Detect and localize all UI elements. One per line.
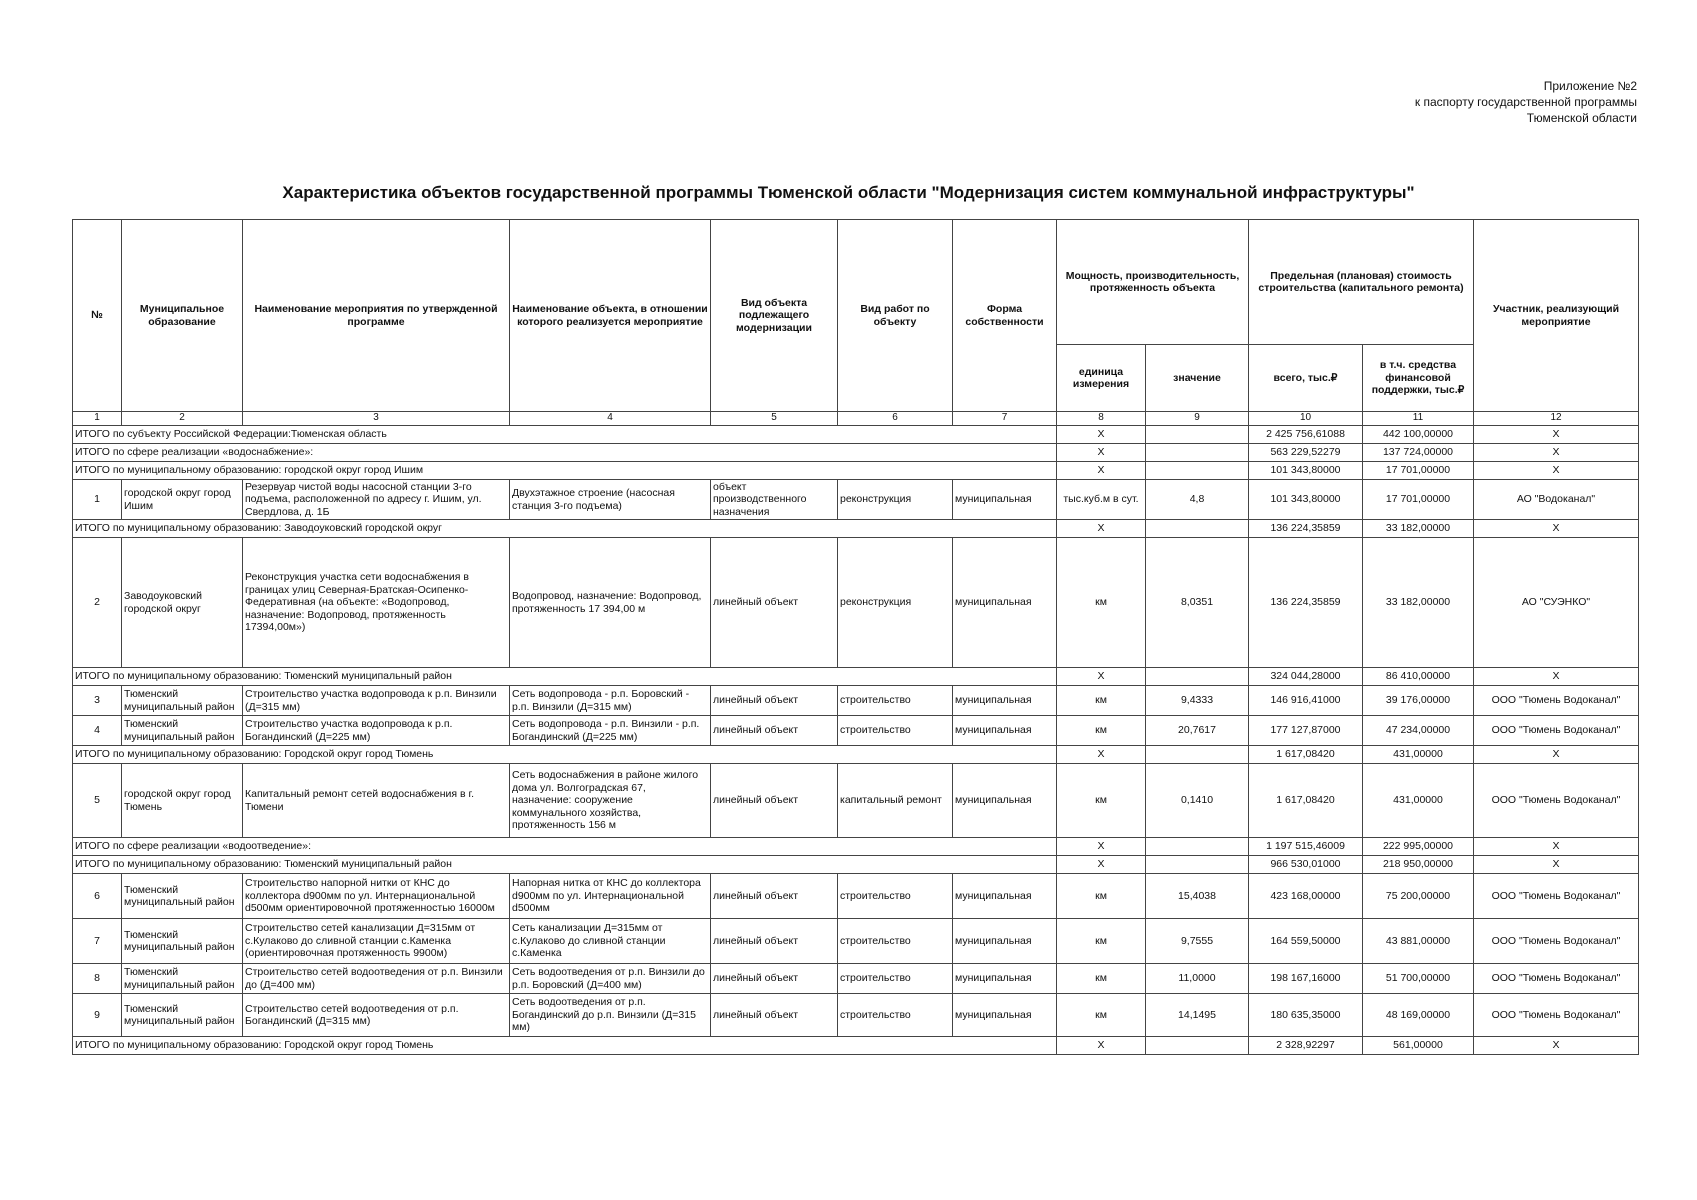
unit-cell: км — [1057, 764, 1146, 838]
object-cell: Сеть водопровода - р.п. Боровский - р.п. Винзили (Д=315 мм) — [510, 686, 711, 716]
cost-total-cell: 1 617,08420 — [1249, 764, 1363, 838]
column-number: 9 — [1146, 412, 1249, 426]
cost-support-cell: 218 950,00000 — [1363, 856, 1474, 874]
ownership-cell: муниципальная — [953, 716, 1057, 746]
municipality-cell: Тюменский муниципальный район — [122, 874, 243, 919]
cost-support-cell: 561,00000 — [1363, 1037, 1474, 1055]
work-type-cell: реконструкция — [838, 480, 953, 520]
unit-cell: км — [1057, 919, 1146, 964]
row-number-cell: 5 — [73, 764, 122, 838]
object-type-cell: линейный объект — [711, 874, 838, 919]
measure-cell: Строительство участка водопровода к р.п. Винзили (Д=315 мм) — [243, 686, 510, 716]
participant-cell: Х — [1474, 444, 1639, 462]
value-cell — [1146, 444, 1249, 462]
column-number-row — [73, 412, 1639, 426]
participant-cell: ООО "Тюмень Водоканал" — [1474, 716, 1639, 746]
total-row — [73, 462, 1639, 480]
municipality-cell: Тюменский муниципальный район — [122, 964, 243, 994]
appendix-note — [1415, 78, 1637, 126]
measure-cell: Строительство участка водопровода к р.п. Богандинский (Д=225 мм) — [243, 716, 510, 746]
participant-cell: ООО "Тюмень Водоканал" — [1474, 919, 1639, 964]
municipality-cell: Тюменский муниципальный район — [122, 919, 243, 964]
ownership-cell: муниципальная — [953, 480, 1057, 520]
measure-cell: Строительство сетей водоотведения от р.п. Винзили до (Д=400 мм) — [243, 964, 510, 994]
cost-total-cell: 2 425 756,61088 — [1249, 426, 1363, 444]
unit-cell: км — [1057, 538, 1146, 668]
value-cell — [1146, 856, 1249, 874]
total-label: ИТОГО по субъекту Российской Федерации:Тюменская область — [73, 426, 1057, 444]
cost-support-cell: 137 724,00000 — [1363, 444, 1474, 462]
row-number-cell: 2 — [73, 538, 122, 668]
column-number: 2 — [122, 412, 243, 426]
column-number: 7 — [953, 412, 1057, 426]
value-cell — [1146, 520, 1249, 538]
row-number-cell: 9 — [73, 994, 122, 1037]
value-cell: 9,7555 — [1146, 919, 1249, 964]
value-cell: 8,0351 — [1146, 538, 1249, 668]
ownership-cell: муниципальная — [953, 874, 1057, 919]
header-capacity: Мощность, производительность, протяженность объекта — [1057, 220, 1249, 345]
work-type-cell: капитальный ремонт — [838, 764, 953, 838]
work-type-cell: строительство — [838, 716, 953, 746]
work-type-cell: строительство — [838, 686, 953, 716]
header-ownership: Форма собственности — [953, 220, 1057, 412]
row-number-cell: 8 — [73, 964, 122, 994]
object-type-cell: линейный объект — [711, 994, 838, 1037]
total-label: ИТОГО по муниципальному образованию: Городской округ город Тюмень — [73, 1037, 1057, 1055]
total-row — [73, 1037, 1639, 1055]
object-type-cell: линейный объект — [711, 919, 838, 964]
total-label: ИТОГО по муниципальному образованию: городской округ город Ишим — [73, 462, 1057, 480]
cost-total-cell: 966 530,01000 — [1249, 856, 1363, 874]
cost-support-cell: 442 100,00000 — [1363, 426, 1474, 444]
cost-total-cell: 177 127,87000 — [1249, 716, 1363, 746]
object-type-cell: линейный объект — [711, 716, 838, 746]
unit-cell: тыс.куб.м в сут. — [1057, 480, 1146, 520]
object-type-cell: линейный объект — [711, 964, 838, 994]
object-row — [73, 919, 1639, 964]
total-row — [73, 746, 1639, 764]
ownership-cell: муниципальная — [953, 919, 1057, 964]
total-label: ИТОГО по муниципальному образованию: Тюменский муниципальный район — [73, 668, 1057, 686]
header-object: Наименование объекта, в отношении которого реализуется мероприятие — [510, 220, 711, 412]
cost-support-cell: 17 701,00000 — [1363, 480, 1474, 520]
object-row — [73, 480, 1639, 520]
cost-total-cell: 180 635,35000 — [1249, 994, 1363, 1037]
appendix-line-3: Тюменской области — [1526, 111, 1637, 125]
ownership-cell: муниципальная — [953, 538, 1057, 668]
unit-cell: Х — [1057, 444, 1146, 462]
cost-total-cell: 1 197 515,46009 — [1249, 838, 1363, 856]
cost-total-cell: 101 343,80000 — [1249, 462, 1363, 480]
participant-cell: Х — [1474, 1037, 1639, 1055]
header-unit: единица измерения — [1057, 345, 1146, 412]
unit-cell: км — [1057, 686, 1146, 716]
object-cell: Двухэтажное строение (насосная станция 3-го подъема) — [510, 480, 711, 520]
unit-cell: Х — [1057, 520, 1146, 538]
participant-cell: Х — [1474, 426, 1639, 444]
object-row — [73, 538, 1639, 668]
column-number: 11 — [1363, 412, 1474, 426]
total-row — [73, 426, 1639, 444]
ownership-cell: муниципальная — [953, 764, 1057, 838]
unit-cell: Х — [1057, 1037, 1146, 1055]
cost-total-cell: 136 224,35859 — [1249, 520, 1363, 538]
cost-total-cell: 2 328,92297 — [1249, 1037, 1363, 1055]
cost-support-cell: 17 701,00000 — [1363, 462, 1474, 480]
object-row — [73, 686, 1639, 716]
value-cell: 4,8 — [1146, 480, 1249, 520]
value-cell — [1146, 1037, 1249, 1055]
total-row — [73, 838, 1639, 856]
unit-cell: км — [1057, 874, 1146, 919]
cost-total-cell: 324 044,28000 — [1249, 668, 1363, 686]
row-number-cell: 4 — [73, 716, 122, 746]
header-cost-total: всего, тыс.₽ — [1249, 345, 1363, 412]
column-number: 8 — [1057, 412, 1146, 426]
unit-cell: Х — [1057, 838, 1146, 856]
header-municipality: Муниципальное образование — [122, 220, 243, 412]
column-number: 10 — [1249, 412, 1363, 426]
header-num: № — [73, 220, 122, 412]
header-row-1 — [73, 220, 1639, 345]
column-number: 5 — [711, 412, 838, 426]
object-type-cell: линейный объект — [711, 764, 838, 838]
header-work-type: Вид работ по объекту — [838, 220, 953, 412]
object-type-cell: объект производственного назначения — [711, 480, 838, 520]
work-type-cell: строительство — [838, 994, 953, 1037]
cost-support-cell: 75 200,00000 — [1363, 874, 1474, 919]
value-cell: 15,4038 — [1146, 874, 1249, 919]
object-cell: Напорная нитка от КНС до коллектора d900мм по ул. Интернациональной d500мм — [510, 874, 711, 919]
municipality-cell: городской округ город Тюмень — [122, 764, 243, 838]
column-number: 3 — [243, 412, 510, 426]
participant-cell: Х — [1474, 856, 1639, 874]
value-cell — [1146, 426, 1249, 444]
unit-cell: Х — [1057, 856, 1146, 874]
appendix-line-1: Приложение №2 — [1543, 79, 1637, 93]
measure-cell: Резервуар чистой воды насосной станции 3-го подъема, расположенной по адресу г. Ишим, ул. Свердлова, д. 1Б — [243, 480, 510, 520]
participant-cell: ООО "Тюмень Водоканал" — [1474, 994, 1639, 1037]
cost-support-cell: 47 234,00000 — [1363, 716, 1474, 746]
header-cost: Предельная (плановая) стоимость строительства (капитального ремонта) — [1249, 220, 1474, 345]
header-cost-support: в т.ч. средства финансовой поддержки, тыс.₽ — [1363, 345, 1474, 412]
total-label: ИТОГО по сфере реализации «водоснабжение»: — [73, 444, 1057, 462]
cost-total-cell: 423 168,00000 — [1249, 874, 1363, 919]
municipality-cell: Тюменский муниципальный район — [122, 994, 243, 1037]
total-label: ИТОГО по муниципальному образованию: Тюменский муниципальный район — [73, 856, 1057, 874]
cost-support-cell: 86 410,00000 — [1363, 668, 1474, 686]
work-type-cell: строительство — [838, 919, 953, 964]
participant-cell: ООО "Тюмень Водоканал" — [1474, 686, 1639, 716]
object-cell: Сеть водопровода - р.п. Винзили - р.п. Богандинский (Д=225 мм) — [510, 716, 711, 746]
header-value: значение — [1146, 345, 1249, 412]
participant-cell: АО "Водоканал" — [1474, 480, 1639, 520]
total-label: ИТОГО по сфере реализации «водоотведение»: — [73, 838, 1057, 856]
work-type-cell: строительство — [838, 964, 953, 994]
ownership-cell: муниципальная — [953, 994, 1057, 1037]
cost-total-cell: 198 167,16000 — [1249, 964, 1363, 994]
unit-cell: км — [1057, 964, 1146, 994]
column-number: 12 — [1474, 412, 1639, 426]
total-row — [73, 444, 1639, 462]
cost-support-cell: 39 176,00000 — [1363, 686, 1474, 716]
object-cell: Сеть канализации Д=315мм от с.Кулаково до сливной станции с.Каменка — [510, 919, 711, 964]
unit-cell: Х — [1057, 426, 1146, 444]
municipality-cell: Тюменский муниципальный район — [122, 686, 243, 716]
object-cell: Водопровод, назначение: Водопровод, протяженность 17 394,00 м — [510, 538, 711, 668]
cost-support-cell: 431,00000 — [1363, 764, 1474, 838]
cost-support-cell: 43 881,00000 — [1363, 919, 1474, 964]
participant-cell: АО "СУЭНКО" — [1474, 538, 1639, 668]
cost-total-cell: 563 229,52279 — [1249, 444, 1363, 462]
participant-cell: ООО "Тюмень Водоканал" — [1474, 764, 1639, 838]
work-type-cell: строительство — [838, 874, 953, 919]
object-row — [73, 964, 1639, 994]
object-cell: Сеть водоотведения от р.п. Винзили до р.п. Боровский (Д=400 мм) — [510, 964, 711, 994]
cost-total-cell: 164 559,50000 — [1249, 919, 1363, 964]
cost-support-cell: 48 169,00000 — [1363, 994, 1474, 1037]
cost-support-cell: 33 182,00000 — [1363, 520, 1474, 538]
measure-cell: Капитальный ремонт сетей водоснабжения в г. Тюмени — [243, 764, 510, 838]
header-participant: Участник, реализующий мероприятие — [1474, 220, 1639, 412]
ownership-cell: муниципальная — [953, 964, 1057, 994]
row-number-cell: 6 — [73, 874, 122, 919]
ownership-cell: муниципальная — [953, 686, 1057, 716]
column-number: 6 — [838, 412, 953, 426]
total-row — [73, 668, 1639, 686]
unit-cell: км — [1057, 994, 1146, 1037]
object-row — [73, 874, 1639, 919]
cost-support-cell: 431,00000 — [1363, 746, 1474, 764]
objects-table — [72, 219, 1639, 1055]
unit-cell: км — [1057, 716, 1146, 746]
participant-cell: ООО "Тюмень Водоканал" — [1474, 874, 1639, 919]
object-type-cell: линейный объект — [711, 538, 838, 668]
cost-total-cell: 101 343,80000 — [1249, 480, 1363, 520]
cost-support-cell: 33 182,00000 — [1363, 538, 1474, 668]
header-measure: Наименование мероприятия по утвержденной программе — [243, 220, 510, 412]
cost-support-cell: 51 700,00000 — [1363, 964, 1474, 994]
participant-cell: Х — [1474, 520, 1639, 538]
object-row — [73, 764, 1639, 838]
object-row — [73, 994, 1639, 1037]
participant-cell: Х — [1474, 838, 1639, 856]
unit-cell: Х — [1057, 668, 1146, 686]
value-cell: 11,0000 — [1146, 964, 1249, 994]
object-cell: Сеть водоснабжения в районе жилого дома ул. Волгоградская 67, назначение: сооружение коммунального хозяйства, протяженность 156 м — [510, 764, 711, 838]
total-row — [73, 856, 1639, 874]
total-label: ИТОГО по муниципальному образованию: Городской округ город Тюмень — [73, 746, 1057, 764]
measure-cell: Строительство напорной нитки от КНС до коллектора d900мм по ул. Интернациональной d500мм ориентировочной протяженностью 16000м — [243, 874, 510, 919]
measure-cell: Строительство сетей водоотведения от р.п. Богандинский (Д=315 мм) — [243, 994, 510, 1037]
value-cell — [1146, 838, 1249, 856]
work-type-cell: реконструкция — [838, 538, 953, 668]
unit-cell: Х — [1057, 462, 1146, 480]
object-cell: Сеть водоотведения от р.п. Богандинский до р.п. Винзили (Д=315 мм) — [510, 994, 711, 1037]
value-cell: 0,1410 — [1146, 764, 1249, 838]
column-number: 1 — [73, 412, 122, 426]
municipality-cell: Тюменский муниципальный район — [122, 716, 243, 746]
participant-cell: ООО "Тюмень Водоканал" — [1474, 964, 1639, 994]
unit-cell: Х — [1057, 746, 1146, 764]
value-cell: 20,7617 — [1146, 716, 1249, 746]
total-row — [73, 520, 1639, 538]
measure-cell: Строительство сетей канализации Д=315мм от с.Кулаково до сливной станции с.Каменка (ориентировочная протяженность 9900м) — [243, 919, 510, 964]
row-number-cell: 7 — [73, 919, 122, 964]
cost-support-cell: 222 995,00000 — [1363, 838, 1474, 856]
total-label: ИТОГО по муниципальному образованию: Заводоуковский городской округ — [73, 520, 1057, 538]
object-row — [73, 716, 1639, 746]
column-number: 4 — [510, 412, 711, 426]
participant-cell: Х — [1474, 746, 1639, 764]
appendix-line-2: к паспорту государственной программы — [1414, 95, 1637, 109]
cost-total-cell: 146 916,41000 — [1249, 686, 1363, 716]
value-cell — [1146, 668, 1249, 686]
value-cell: 9,4333 — [1146, 686, 1249, 716]
cost-total-cell: 1 617,08420 — [1249, 746, 1363, 764]
header-object-type: Вид объекта подлежащего модернизации — [711, 220, 838, 412]
row-number-cell: 1 — [73, 480, 122, 520]
municipality-cell: Заводоуковский городской округ — [122, 538, 243, 668]
cost-total-cell: 136 224,35859 — [1249, 538, 1363, 668]
value-cell: 14,1495 — [1146, 994, 1249, 1037]
measure-cell: Реконструкция участка сети водоснабжения в границах улиц Северная-Братская-Осипенко-Федеративная (на объекте: «Водопровод, назначение: Водопровод, протяженность 17394,00м») — [243, 538, 510, 668]
value-cell — [1146, 746, 1249, 764]
participant-cell: Х — [1474, 668, 1639, 686]
value-cell — [1146, 462, 1249, 480]
table-body — [73, 412, 1639, 1055]
object-type-cell: линейный объект — [711, 686, 838, 716]
municipality-cell: городской округ город Ишим — [122, 480, 243, 520]
participant-cell: Х — [1474, 462, 1639, 480]
row-number-cell: 3 — [73, 686, 122, 716]
document-title: Характеристика объектов государственной программы Тюменской области "Модернизация систем коммунальной инфраструктуры" — [282, 183, 1415, 202]
